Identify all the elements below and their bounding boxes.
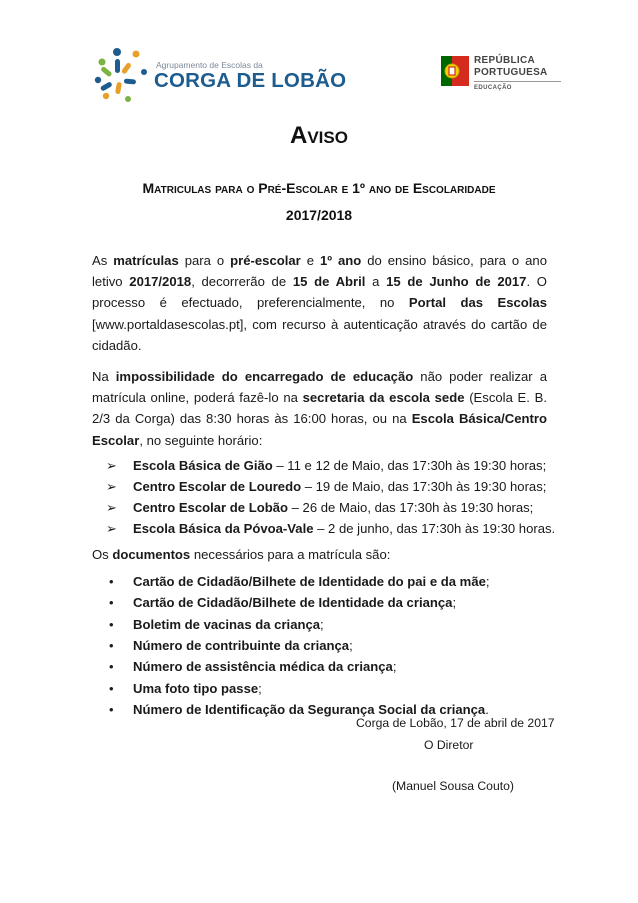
text: (Escola E. B. 2/3 da Corga) das 8:30 horas às 16:00 horas, ou na [92,390,547,427]
text: ; [485,573,490,589]
place-and-date: Corga de Lobão, 17 de abril de 2017 [356,716,555,730]
signatory-role: O Diretor [424,738,474,752]
text: . [485,702,489,718]
text-bold: 1º ano [319,253,362,268]
list-item [106,476,547,497]
text-bold: Boletim de vacinas da criança [133,616,321,632]
text: – 19 de Maio, das 17:30h às 19:30 horas; [301,479,547,495]
bullet-icon: • [109,659,114,675]
text: Os [92,546,113,562]
list-item [106,571,547,592]
text-bold: Número de Identificação da Segurança Social da criança [133,702,486,718]
bullet-icon: • [109,595,114,611]
gov-logo-line3: EDUCAÇÃO [474,85,512,91]
list-item [106,656,547,677]
text: ; [392,659,397,675]
gov-logo-line2: PORTUGUESA [474,67,548,78]
arrow-bullet-icon: ➢ [106,479,117,495]
text-bold: Uma foto tipo passe [133,680,259,696]
text-bold: documentos [112,546,191,562]
text-bold: Centro Escolar de Lobão [133,500,288,516]
arrow-bullet-icon: ➢ [106,500,117,516]
text: ; [258,680,262,696]
text-bold: 15 de Junho de 2017 [386,274,527,290]
text-bold: Número de contribuinte da criança [133,638,350,654]
paragraph-enrollment-period [92,250,547,356]
text-bold: Cartão de Cidadão/Bilhete de Identidade da criança [133,595,453,611]
text: , no seguinte horário: [139,432,263,448]
notice-body [92,250,556,725]
text-bold: 2017/2018 [129,274,192,290]
text: – 2 de junho, das 17:30h às 19:30 horas. [313,521,556,537]
text: do ensino básico, para o ano letivo [92,253,547,290]
government-logo [441,52,561,102]
list-item [106,497,547,518]
bullet-icon: • [109,573,114,589]
text: As [92,253,114,268]
schedule-list [92,455,556,540]
text: Na [92,369,116,385]
text: , decorrerão de [191,274,293,290]
text-bold: pré-escolar [230,253,301,268]
text: e [300,253,320,268]
text-bold: Escola Básica da Póvoa-Vale [133,521,314,537]
list-item [106,678,547,699]
text: ; [452,595,457,611]
bullet-icon: • [109,680,114,696]
page-subtitle: Matriculas para o Pré-Escolar e 1º ano de Escolaridade [142,180,496,196]
text: [www.portaldasescolas.pt], com recurso à autenticação através do cartão de cidadão. [92,316,547,353]
text-bold: 15 de Abril [292,274,366,290]
bullet-icon: • [109,616,114,632]
paragraph-in-person-option [92,366,547,451]
text: ; [349,638,353,654]
list-item [106,614,547,635]
text-bold: Número de assistência médica da criança [133,659,393,675]
text: ; [320,616,324,632]
bullet-icon: • [109,638,114,654]
signatory-name: (Manuel Sousa Couto) [392,779,514,793]
arrow-bullet-icon: ➢ [106,521,117,537]
text-bold: matrículas [113,253,179,268]
text: – 26 de Maio, das 17:30h às 19:30 horas; [287,500,534,516]
sunburst-logo-icon [92,44,154,106]
text: necessários para a matrícula são: [190,546,391,562]
text: para o [178,253,231,268]
text-bold: impossibilidade do encarregado de educação [115,369,414,385]
school-logo [92,44,347,104]
list-item [106,455,547,476]
paragraph-documents-intro [92,544,547,565]
text-bold: Portal das Escolas [408,295,548,311]
school-year: 2017/2018 [285,207,353,223]
gov-logo-line1: REPÚBLICA [474,55,536,66]
text-bold: Centro Escolar de Louredo [133,479,302,495]
text-bold: Escola Básica de Gião [133,457,273,473]
text: não poder realizar a matrícula online, poderá fazê-lo na [92,369,547,406]
list-item [106,592,547,613]
text-bold: secretaria da escola sede [302,390,465,406]
list-item [106,635,547,656]
arrow-bullet-icon: ➢ [106,457,117,473]
text: . O processo é efectuado, preferencialmente, no [92,274,547,311]
page-title: Aviso [290,122,348,149]
documents-list [92,571,547,721]
text-bold: Escola Básica/Centro Escolar [92,411,547,448]
text: – 11 e 12 de Maio, das 17:30h às 19:30 horas; [272,457,547,473]
gov-logo-divider [474,81,561,82]
portuguese-flag-icon [441,56,469,86]
list-item [106,518,556,539]
text-bold: Cartão de Cidadão/Bilhete de Identidade do pai e da mãe [133,573,486,589]
bullet-icon: • [109,702,114,718]
school-logo-subtitle: Agrupamento de Escolas da [156,60,263,70]
school-logo-name: CORGA DE LOBÃO [154,69,347,92]
text: a [365,274,387,290]
